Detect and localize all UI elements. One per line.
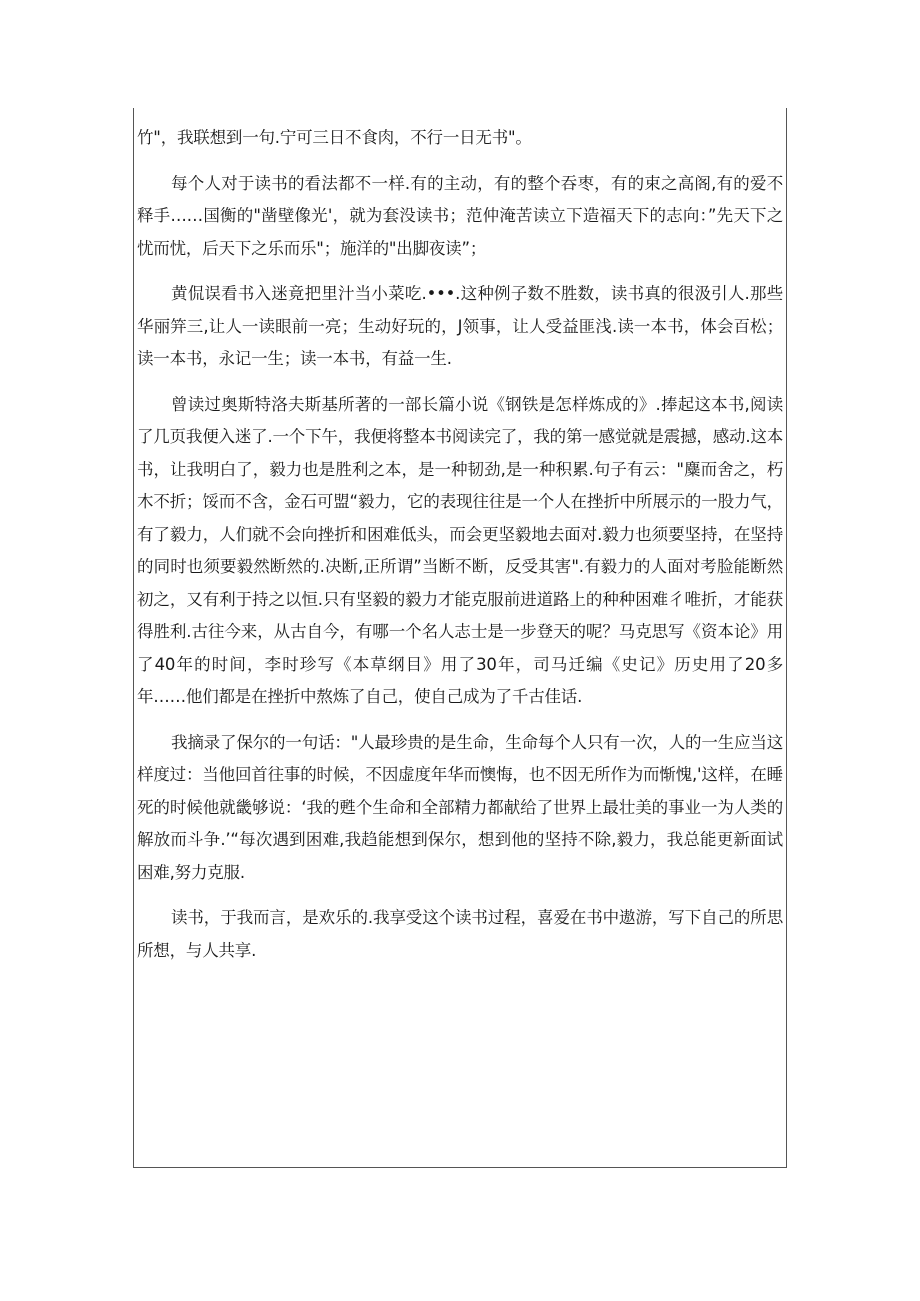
- paragraph-4: 曾读过奥斯特洛夫斯基所著的一部长篇小说《钢铁是怎样炼成的》.捧起这本书,阅读了几页我便入迷了.一个下午，我便将整本书阅读完了，我的第一感觉就是震撼，感动.这本书，让我明白了，毅力也是胜利之本，是一种韧劲,是一种积累.句子有云："麋而舍之，朽木不折；馁而不含，金石可盟“毅力，它的表现往往是一个人在挫折中所展示的一股力气，有了毅力，人们就不会向挫折和困难低头，而会更坚毅地去面对.毅力也须要坚持，在坚持的同时也须要毅然断然的.决断,正所谓”当断不断，反受其害".有毅力的人面对考脸能断然初之，又有利于持之以恒.只有坚毅的毅力才能克服前进道路上的种种困难彳唯折，才能获得胜利.古往今来，从古自今，有哪一个名人志士是一步登天的呢？马克思写《资本论》用了40年的时间，李时珍写《本草纲目》用了30年，司马迁编《史记》历史用了20多年……他们都是在挫折中熬炼了自己，使自己成为了千古佳话.: [137, 394, 783, 706]
- page-frame: [133, 108, 787, 1168]
- paragraph-6: 读书，于我而言，是欢乐的.我享受这个读书过程，喜爱在书中遨游，写下自己的所思所想，与人共享.: [137, 908, 783, 960]
- paragraph-2: 每个人对于读书的看法都不一样.有的主动，有的整个吞枣，有的束之高阁,有的爱不释手……国衡的"凿壁像光'，就为套没读书；范仲淹苦读立下造福天下的志向：”先天下之忧而忧，后天下之乐而乐"；施洋的"出脚夜读”；: [137, 173, 783, 258]
- paragraph-3: 黄侃误看书入迷竟把里汁当小菜吃.•••.这种例子数不胜数，读书真的很汲引人.那些华丽笄三,让人一读眼前一亮；生动好玩的，J领事，让人受益匪浅.读一本书，体会百松；读一本书，永记一生；读一本书，有益一生.: [137, 284, 783, 368]
- paragraph-5: 我摘录了保尔的一句话："人最珍贵的是生命，生命每个人只有一次，人的一生应当这样度过：当他回首往事的时候，不因虚度年华而懊悔，也不因无所作为而惭愧,'这样，在睡死的时候他就畿够说：‘我的甦个生命和全部精力都献给了世界上最壮美的事业一为人类的解放而斗争.’“每次遇到困难,我趋能想到保尔，想到他的坚持不除,毅力，我总能更新面试困难,努力克服.: [137, 732, 783, 882]
- paragraph-1: 竹"，我联想到一句.宁可三日不食肉，不行一日无书"。: [137, 128, 532, 147]
- document-body: [137, 122, 783, 967]
